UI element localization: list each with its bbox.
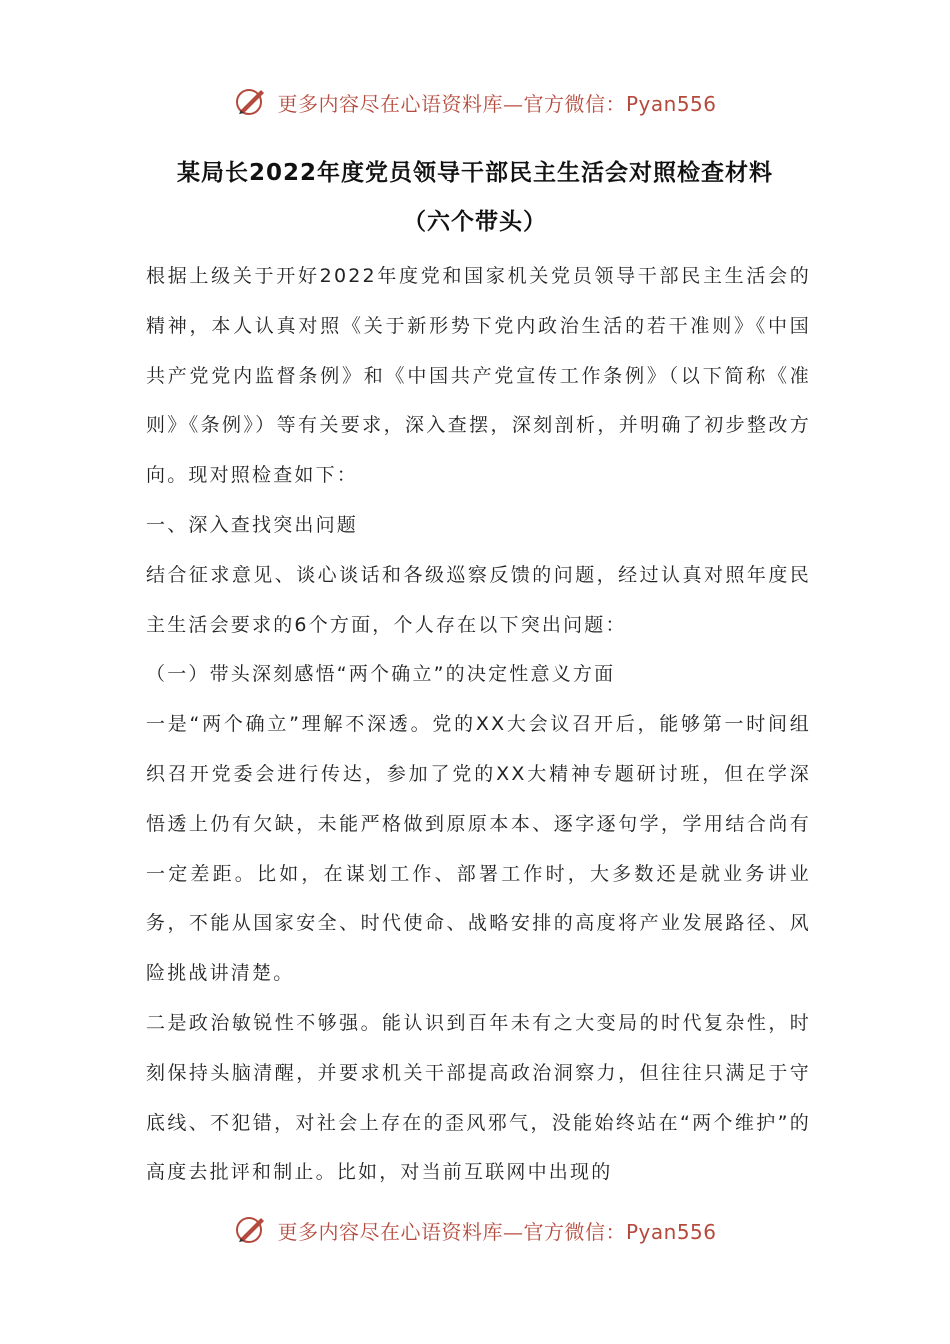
pen-logo-icon (233, 84, 269, 120)
paragraph-summary: 结合征求意见、谈心谈话和各级巡察反馈的问题，经过认真对照年度民主生活会要求的6个方面，个人存在以下突出问题： (146, 563, 811, 636)
document-title: 某局长2022年度党员领导干部民主生活会对照检查材料 (176, 160, 773, 186)
watermark-footer (0, 1212, 950, 1248)
pen-logo-icon (233, 1212, 269, 1248)
paragraph-point-1: 一是“两个确立”理解不深透。党的XX大会议召开后，能够第一时间组织召开党委会进行传达，参加了党的XX大精神专题研讨班，但在学深悟透上仍有欠缺，未能严格做到原原本本、逐字逐句学，学用结合尚有一定差距。比如，在谋划工作、部署工作时，大多数还是就业务讲业务，不能从国家安全、时代使命、战略安排的高度将产业发展路径、风险挑战讲清楚。 (146, 713, 811, 985)
subsection-heading: （一）带头深刻感悟“两个确立”的决定性意义方面 (146, 663, 616, 686)
document-subtitle: （六个带头） (403, 209, 547, 235)
section-heading: 一、深入查找突出问题 (146, 513, 359, 536)
paragraph-point-2: 二是政治敏锐性不够强。能认识到百年未有之大变局的时代复杂性，时刻保持头脑清醒，并要求机关干部提高政治洞察力，但往往只满足于守底线、不犯错，对社会上存在的歪风邪气，没能始终站在“两个维护”的高度去批评和制止。比如，对当前互联网中出现的 (146, 1011, 811, 1184)
watermark-text: 更多内容尽在心语资料库—官方微信：Pyan556 (277, 91, 717, 116)
watermark-text: 更多内容尽在心语资料库—官方微信：Pyan556 (277, 1219, 717, 1244)
paragraph-intro: 根据上级关于开好2022年度党和国家机关党员领导干部民主生活会的精神，本人认真对照《关于新形势下党内政治生活的若干准则》《中国共产党党内监督条例》和《中国共产党宣传工作条例》（以下简称《准则》《条例》）等有关要求，深入查摆，深刻剖析，并明确了初步整改方向。现对照检查如下： (146, 265, 811, 487)
document-body (146, 252, 811, 1198)
watermark-header (0, 84, 950, 120)
